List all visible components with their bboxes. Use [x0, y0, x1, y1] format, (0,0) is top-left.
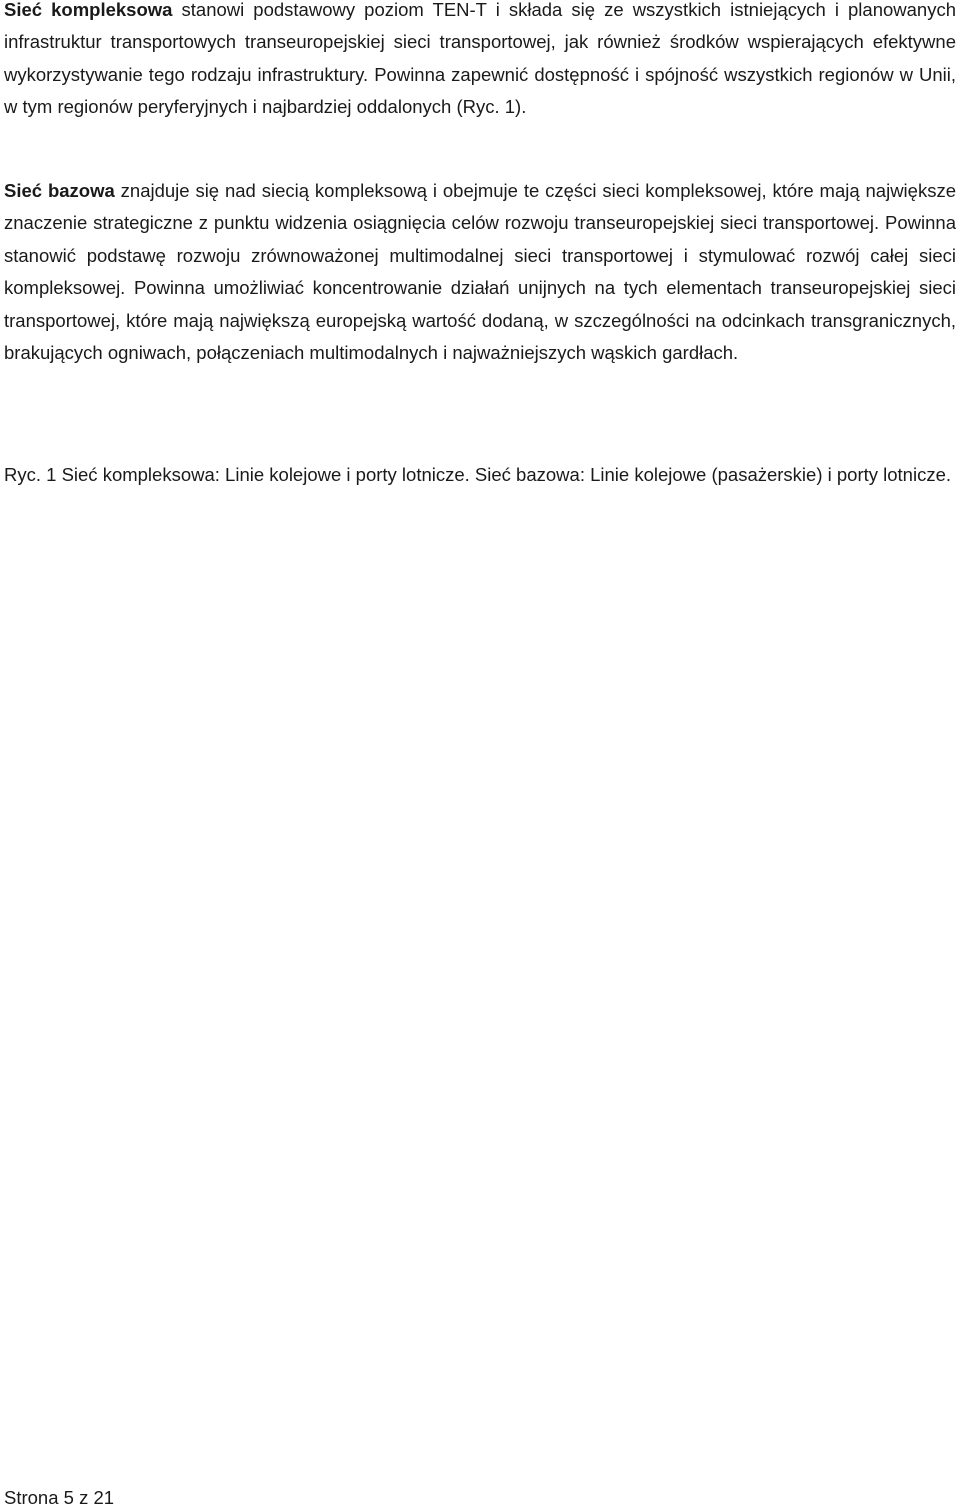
figure-caption: Ryc. 1 Sieć kompleksowa: Linie kolejowe i porty lotnicze. Sieć bazowa: Linie kolejowe (pasażerskie) i porty lotnicze. [4, 464, 952, 485]
term-core-network: Sieć bazowa [4, 180, 115, 201]
term-comprehensive-network: Sieć kompleksowa [4, 0, 173, 20]
paragraph-text: znajduje się nad siecią kompleksową i obejmuje te części sieci kompleksowej, które mają największe znaczenie strategiczne z punktu widzenia osiągnięcia celów rozwoju transeuropejskiej sieci transportowej. Powinna stanowić podstawę rozwoju zrównoważonej multimodalnej sieci transportowej i stymulować rozwój całej sieci kompleksowej. Powinna umożliwiać koncentrowanie działań unijnych na tych elementach transeuropejskiej sieci transportowej, które mają największą europejską wartość dodaną, w szczególności na odcinkach transgranicznych, brakujących ogniwach, połączeniach multimodalnych i najważniejszych wąskich gardłach. [4, 180, 956, 364]
paragraph-core-network [4, 175, 956, 369]
paragraph-text: stanowi podstawowy poziom TEN-T i składa się ze wszystkich istniejących i planowanych infrastruktur transportowych transeuropejskiej sieci transportowej, jak również środków wspierających efektywne wykorzystywanie tego rodzaju infrastruktury. Powinna zapewnić dostępność i spójność wszystkich regionów w Unii, w tym regionów peryferyjnych i najbardziej oddalonych (Ryc. 1). [4, 0, 956, 118]
page-number-footer: Strona 5 z 21 [4, 1487, 115, 1508]
paragraph-comprehensive-network [4, 0, 956, 124]
